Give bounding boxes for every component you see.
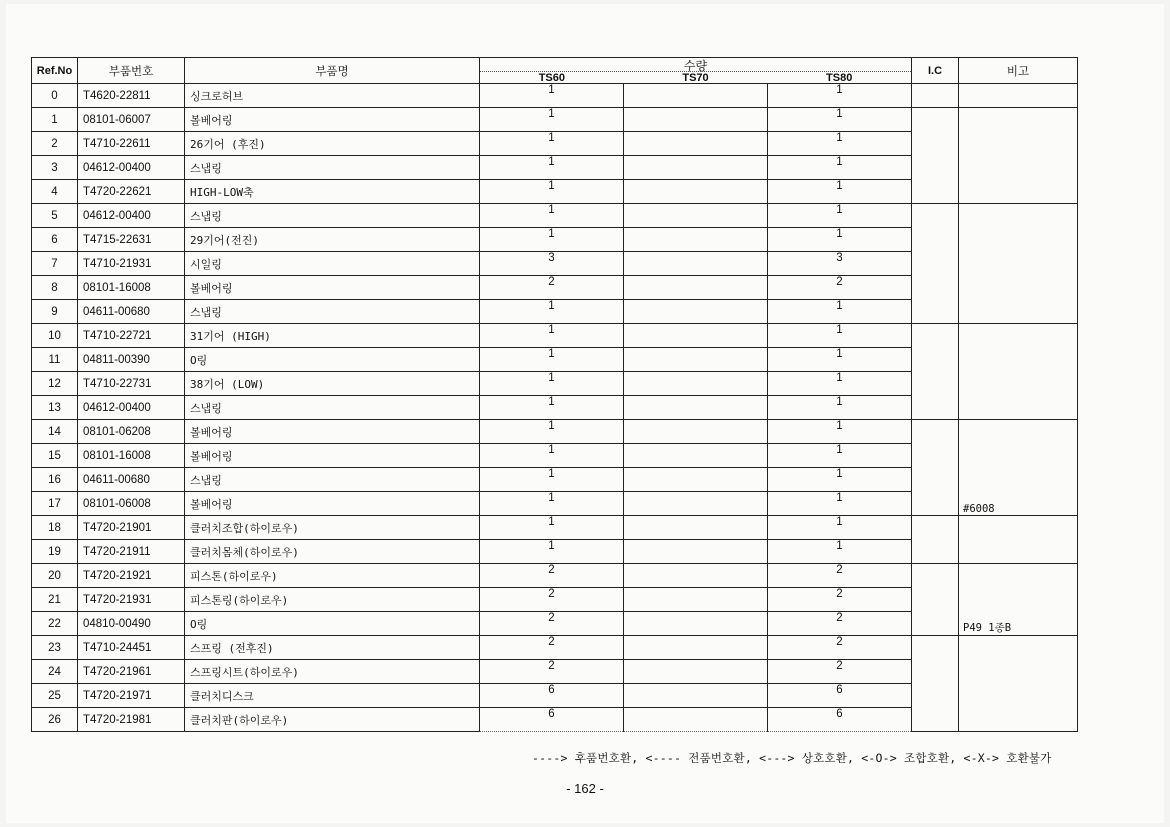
part-name-cell: 클러치디스크 [185,684,480,708]
ic-cell [912,204,959,324]
ref-cell: 19 [32,540,78,564]
qty-ts60-cell: 2 [480,660,624,684]
part-number-cell: 08101-16008 [78,444,185,468]
qty-ts70-cell [624,372,768,396]
part-name-cell: 클러치조합(하이로우) [185,516,480,540]
part-name-cell: 스냅링 [185,396,480,420]
part-number-cell: T4620-22811 [78,84,185,108]
part-name-cell: 31기어 (HIGH) [185,324,480,348]
ref-cell: 26 [32,708,78,732]
qty-ts70-cell [624,180,768,204]
qty-ts70-cell [624,204,768,228]
part-name-cell: 29기어(전진) [185,228,480,252]
ref-cell: 9 [32,300,78,324]
header-part-number: 부품번호 [78,58,185,84]
qty-ts70-cell [624,684,768,708]
part-name-cell: 피스톤(하이로우) [185,564,480,588]
header-remarks: 비고 [959,58,1078,84]
remarks-cell: #6008 [959,420,1078,516]
qty-ts60-cell: 1 [480,324,624,348]
ref-cell: 16 [32,468,78,492]
part-name-cell: 클러치판(하이로우) [185,708,480,732]
part-name-cell: 스프링시트(하이로우) [185,660,480,684]
ref-cell: 17 [32,492,78,516]
ref-cell: 5 [32,204,78,228]
ic-cell [912,516,959,564]
table-row [32,516,1078,540]
qty-ts80-cell: 3 [768,252,912,276]
qty-ts80-cell: 2 [768,636,912,660]
ref-cell: 2 [32,132,78,156]
qty-ts60-cell: 1 [480,132,624,156]
page-number: - 162 - [566,781,604,796]
qty-ts60-cell: 1 [480,348,624,372]
qty-ts60-cell: 2 [480,564,624,588]
part-number-cell: T4710-24451 [78,636,185,660]
remarks-cell [959,636,1078,732]
part-name-cell: 볼베어링 [185,420,480,444]
qty-ts70-cell [624,588,768,612]
parts-table [31,57,1078,732]
qty-ts80-cell: 1 [768,468,912,492]
ic-cell [912,108,959,204]
part-number-cell: 04811-00390 [78,348,185,372]
part-number-cell: T4720-21971 [78,684,185,708]
qty-ts80-cell: 2 [768,564,912,588]
part-number-cell: T4710-21931 [78,252,185,276]
interchangeability-legend: ----> 후품번호환, <---- 전품번호환, <---> 상호호환, <-O-> 조합호환, <-X-> 호환불가 [532,751,1052,765]
qty-ts60-cell: 1 [480,516,624,540]
ref-cell: 0 [32,84,78,108]
ref-cell: 7 [32,252,78,276]
ref-cell: 20 [32,564,78,588]
header-ic: I.C [912,58,959,84]
part-number-cell: T4710-22611 [78,132,185,156]
ref-cell: 1 [32,108,78,132]
qty-ts80-cell: 1 [768,84,912,108]
qty-ts80-cell: 2 [768,660,912,684]
qty-ts80-cell: 1 [768,156,912,180]
ref-cell: 23 [32,636,78,660]
qty-ts60-cell: 2 [480,276,624,300]
qty-ts70-cell [624,348,768,372]
qty-ts70-cell [624,540,768,564]
qty-ts80-cell: 2 [768,588,912,612]
qty-ts60-cell: 1 [480,396,624,420]
qty-ts80-cell: 2 [768,276,912,300]
qty-ts80-cell: 6 [768,684,912,708]
qty-ts60-cell: 1 [480,228,624,252]
ref-cell: 15 [32,444,78,468]
part-number-cell: T4710-22721 [78,324,185,348]
part-number-cell: T4720-21901 [78,516,185,540]
qty-ts80-cell: 1 [768,444,912,468]
qty-ts70-cell [624,708,768,732]
qty-ts70-cell [624,444,768,468]
qty-ts70-cell [624,612,768,636]
qty-ts70-cell [624,420,768,444]
qty-ts70-cell [624,276,768,300]
qty-ts70-cell [624,396,768,420]
qty-ts70-cell [624,660,768,684]
part-number-cell: 04810-00490 [78,612,185,636]
ref-cell: 4 [32,180,78,204]
part-name-cell: 스냅링 [185,300,480,324]
remarks-cell [959,204,1078,324]
part-name-cell: 시일링 [185,252,480,276]
ref-cell: 11 [32,348,78,372]
qty-ts60-cell: 1 [480,420,624,444]
qty-ts80-cell: 6 [768,708,912,732]
header-quantity [480,58,912,84]
part-number-cell: T4720-21931 [78,588,185,612]
part-name-cell: 싱크로허브 [185,84,480,108]
part-number-cell: 04612-00400 [78,396,185,420]
part-name-cell: 클러치몸체(하이로우) [185,540,480,564]
part-name-cell: O링 [185,612,480,636]
qty-ts70-cell [624,228,768,252]
qty-ts70-cell [624,300,768,324]
qty-ts80-cell: 1 [768,396,912,420]
part-number-cell: T4710-22731 [78,372,185,396]
qty-ts80-cell: 1 [768,228,912,252]
table-row [32,324,1078,348]
remarks-cell: P49 1종B [959,564,1078,636]
remarks-cell [959,108,1078,204]
qty-ts80-cell: 1 [768,204,912,228]
part-number-cell: 08101-06007 [78,108,185,132]
ref-cell: 21 [32,588,78,612]
qty-ts60-cell: 1 [480,300,624,324]
part-number-cell: 08101-16008 [78,276,185,300]
table-header-row [32,58,1078,84]
ic-cell [912,324,959,420]
part-number-cell: T4720-21961 [78,660,185,684]
part-name-cell: 스냅링 [185,204,480,228]
qty-ts60-cell: 1 [480,468,624,492]
qty-ts60-cell: 1 [480,540,624,564]
table-row [32,204,1078,228]
table-row [32,84,1078,108]
ic-cell [912,564,959,636]
part-number-cell: T4720-21911 [78,540,185,564]
part-number-cell: 04611-00680 [78,468,185,492]
ref-cell: 13 [32,396,78,420]
ref-cell: 25 [32,684,78,708]
qty-ts80-cell: 1 [768,300,912,324]
part-number-cell: T4715-22631 [78,228,185,252]
ic-cell [912,636,959,732]
header-part-name: 부품명 [185,58,480,84]
header-model-ts60: TS60 [538,72,565,84]
part-number-cell: 08101-06208 [78,420,185,444]
qty-ts60-cell: 1 [480,372,624,396]
ref-cell: 22 [32,612,78,636]
qty-ts80-cell: 1 [768,372,912,396]
part-name-cell: HIGH-LOW축 [185,180,480,204]
part-number-cell: 04612-00400 [78,156,185,180]
qty-ts80-cell: 1 [768,180,912,204]
qty-ts60-cell: 1 [480,108,624,132]
part-name-cell: 스냅링 [185,468,480,492]
table-row [32,420,1078,444]
qty-ts80-cell: 1 [768,348,912,372]
remarks-cell [959,84,1078,108]
qty-ts60-cell: 6 [480,684,624,708]
qty-ts70-cell [624,252,768,276]
part-name-cell: 피스톤링(하이로우) [185,588,480,612]
qty-ts60-cell: 2 [480,588,624,612]
qty-ts60-cell: 1 [480,84,624,108]
ref-cell: 6 [32,228,78,252]
ref-cell: 24 [32,660,78,684]
header-model-ts70: TS70 [682,72,709,84]
part-number-cell: T4720-21921 [78,564,185,588]
qty-ts60-cell: 1 [480,492,624,516]
qty-ts60-cell: 1 [480,180,624,204]
qty-ts80-cell: 1 [768,132,912,156]
qty-ts80-cell: 1 [768,108,912,132]
remarks-cell [959,324,1078,420]
qty-ts80-cell: 2 [768,612,912,636]
qty-ts80-cell: 1 [768,492,912,516]
qty-ts70-cell [624,636,768,660]
qty-ts70-cell [624,564,768,588]
ic-cell [912,84,959,108]
qty-ts80-cell: 1 [768,420,912,444]
part-name-cell: 볼베어링 [185,276,480,300]
qty-ts70-cell [624,492,768,516]
part-name-cell: 볼베어링 [185,108,480,132]
part-name-cell: 볼베어링 [185,444,480,468]
qty-ts60-cell: 6 [480,708,624,732]
part-name-cell: 38기어 (LOW) [185,372,480,396]
qty-ts70-cell [624,84,768,108]
qty-ts60-cell: 1 [480,204,624,228]
qty-ts60-cell: 2 [480,612,624,636]
qty-ts70-cell [624,516,768,540]
qty-ts80-cell: 1 [768,540,912,564]
qty-ts70-cell [624,156,768,180]
header-model-ts80: TS80 [826,72,853,84]
qty-ts60-cell: 1 [480,156,624,180]
qty-ts70-cell [624,324,768,348]
qty-ts70-cell [624,132,768,156]
part-name-cell: O링 [185,348,480,372]
header-quantity-label: 수량 [683,59,708,73]
ic-cell [912,420,959,516]
part-number-cell: 04611-00680 [78,300,185,324]
part-name-cell: 26기어 (후진) [185,132,480,156]
qty-ts60-cell: 1 [480,444,624,468]
part-number-cell: T4720-21981 [78,708,185,732]
ref-cell: 18 [32,516,78,540]
qty-ts80-cell: 1 [768,324,912,348]
ref-cell: 14 [32,420,78,444]
ref-cell: 10 [32,324,78,348]
table-row [32,564,1078,588]
table-row [32,108,1078,132]
header-ref-no: Ref.No [32,58,78,84]
qty-ts80-cell: 1 [768,516,912,540]
ref-cell: 12 [32,372,78,396]
part-name-cell: 스프링 (전후진) [185,636,480,660]
part-number-cell: 04612-00400 [78,204,185,228]
part-name-cell: 스냅링 [185,156,480,180]
ref-cell: 3 [32,156,78,180]
part-name-cell: 볼베어링 [185,492,480,516]
qty-ts70-cell [624,108,768,132]
qty-ts60-cell: 3 [480,252,624,276]
part-number-cell: 08101-06008 [78,492,185,516]
qty-ts70-cell [624,468,768,492]
part-number-cell: T4720-22621 [78,180,185,204]
remarks-cell [959,516,1078,564]
qty-ts60-cell: 2 [480,636,624,660]
ref-cell: 8 [32,276,78,300]
table-row [32,636,1078,660]
